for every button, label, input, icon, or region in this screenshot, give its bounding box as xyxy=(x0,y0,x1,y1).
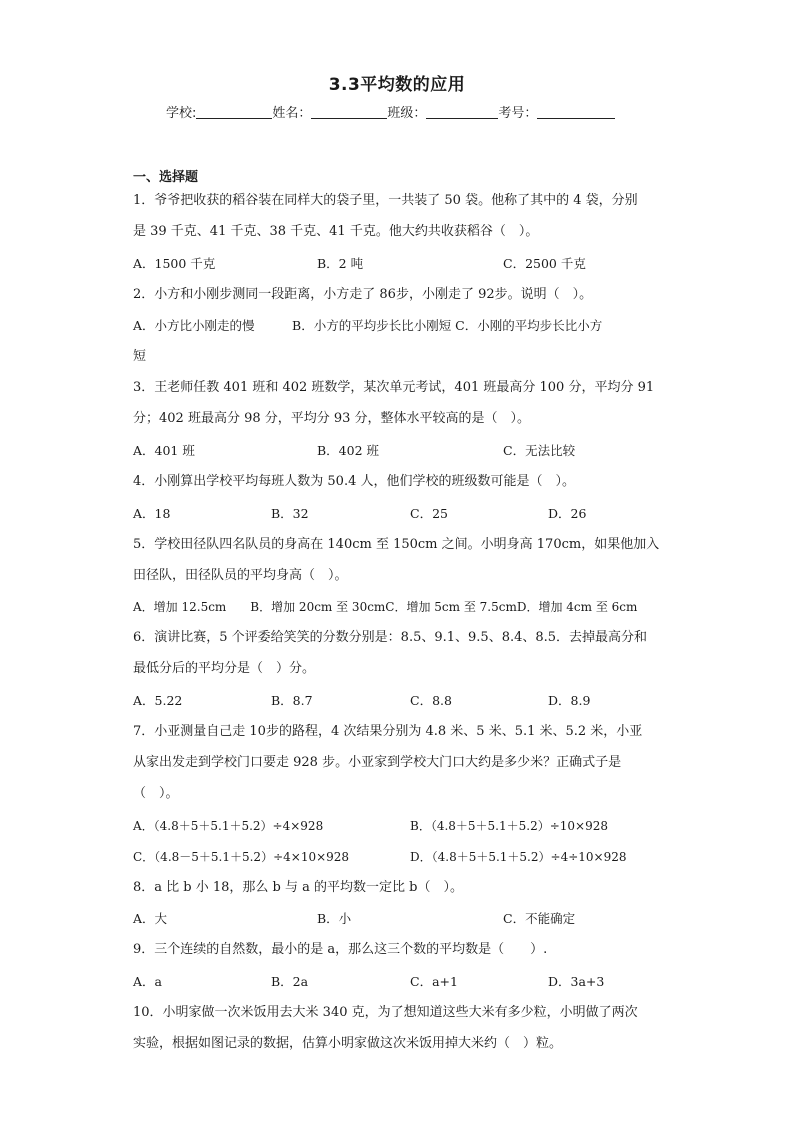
question-3-line-1: 3．王老师任教 401 班和 402 班数学，某次单元考试，401 班最高分 100 分，平均分 91 xyxy=(133,380,655,395)
question-1-option-a[interactable]: A．1500 千克 xyxy=(133,256,216,271)
question-4-option-d[interactable]: D．26 xyxy=(548,506,587,521)
question-8-option-b[interactable]: B．小 xyxy=(317,911,352,926)
question-9-option-b[interactable]: B．2a xyxy=(271,974,309,989)
question-2-line-3: 短 xyxy=(133,349,147,364)
school-label: 学校: xyxy=(166,106,197,121)
question-5-options[interactable]: A．增加 12.5cm B．增加 20cm 至 30cmC．增加 5cm 至 7.5cmD．增加 4cm 至 6cm xyxy=(133,600,638,614)
question-4-option-a[interactable]: A．18 xyxy=(133,506,171,521)
class-label: 班级： xyxy=(387,106,427,121)
section-heading: 一、选择题 xyxy=(133,170,199,185)
question-7-option-a[interactable]: A．（4.8＋5＋5.1＋5.2）÷4×928 xyxy=(133,819,324,833)
question-8-option-c[interactable]: C．不能确定 xyxy=(503,911,576,926)
question-6-option-c[interactable]: C．8.8 xyxy=(410,693,452,708)
question-9-option-a[interactable]: A．a xyxy=(133,974,162,989)
name-label: 姓名： xyxy=(272,106,312,121)
question-7-line-3: （ ）。 xyxy=(133,786,179,801)
question-1-line-1: 1．爷爷把收获的稻谷装在同样大的袋子里，一共装了 50 袋。他称了其中的 4 袋，分别 xyxy=(133,193,638,208)
question-7-line-2: 从家出发走到学校门口要走 928 步。小亚家到学校大门口大约是多少米？正确式子是 xyxy=(133,755,622,770)
exam-number-blank[interactable] xyxy=(537,105,615,119)
class-blank[interactable] xyxy=(426,105,498,119)
student-info-line xyxy=(166,102,615,121)
question-4-option-c[interactable]: C．25 xyxy=(410,506,448,521)
name-blank[interactable] xyxy=(311,105,387,119)
question-1-option-b[interactable]: B．2 吨 xyxy=(317,256,364,271)
question-3-option-b[interactable]: B．402 班 xyxy=(317,443,380,458)
question-8-option-a[interactable]: A．大 xyxy=(133,911,168,926)
question-7-option-d[interactable]: D．（4.8＋5＋5.1＋5.2）÷4÷10×928 xyxy=(410,850,627,864)
question-8-line-1: 8．a 比 b 小 18，那么 b 与 a 的平均数一定比 b（ ）。 xyxy=(133,880,463,895)
question-6-option-a[interactable]: A．5.22 xyxy=(133,693,183,708)
question-7-option-b[interactable]: B．（4.8＋5＋5.1＋5.2）÷10×928 xyxy=(410,819,608,833)
question-1-line-2: 是 39 千克、41 千克、38 千克、41 千克。他大约共收获稻谷（ ）。 xyxy=(133,224,539,239)
question-1-option-c[interactable]: C．2500 千克 xyxy=(503,256,586,271)
page-title: 3.3平均数的应用 xyxy=(328,75,466,95)
question-6-option-b[interactable]: B．8.7 xyxy=(271,693,313,708)
question-3-option-a[interactable]: A．401 班 xyxy=(133,443,195,458)
school-blank[interactable] xyxy=(196,105,272,119)
question-10-line-1: 10．小明家做一次米饭用去大米 340 克，为了想知道这些大米有多少粒，小明做了两次 xyxy=(133,1005,638,1020)
question-6-option-d[interactable]: D．8.9 xyxy=(548,693,591,708)
question-3-line-2: 分；402 班最高分 98 分，平均分 93 分，整体水平较高的是（ ）。 xyxy=(133,411,531,426)
question-9-option-c[interactable]: C．a+1 xyxy=(410,974,458,989)
question-10-line-2: 实验，根据如图记录的数据，估算小明家做这次米饭用掉大米约（ ）粒。 xyxy=(133,1036,563,1051)
exam-number-label: 考号： xyxy=(498,106,538,121)
question-6-line-1: 6．演讲比赛，5 个评委给笑笑的分数分别是：8.5、9.1、9.5、8.4、8.5．去掉最高分和 xyxy=(133,630,648,645)
question-9-option-d[interactable]: D．3a+3 xyxy=(548,974,605,989)
question-7-option-c[interactable]: C．（4.8－5＋5.1＋5.2）÷4×10×928 xyxy=(133,850,350,864)
question-3-option-c[interactable]: C．无法比较 xyxy=(503,443,576,458)
question-2-line-1: 2．小方和小刚步测同一段距离，小方走了 86步，小刚走了 92步。说明（ ）。 xyxy=(133,287,593,302)
question-7-line-1: 7．小亚测量自己走 10步的路程，4 次结果分别为 4.8 米、5 米、5.1 米、5.2 米，小亚 xyxy=(133,724,643,739)
question-5-line-1: 5．学校田径队四名队员的身高在 140cm 至 150cm 之间。小明身高 170cm，如果他加入 xyxy=(133,537,660,552)
question-9-line-1: 9．三个连续的自然数，最小的是 a，那么这三个数的平均数是（ ）. xyxy=(133,942,548,957)
question-4-option-b[interactable]: B．32 xyxy=(271,506,309,521)
question-2-options[interactable]: A．小方比小刚走的慢 B．小方的平均步长比小刚短 C．小刚的平均步长比小方 xyxy=(133,318,603,333)
question-4-line-1: 4．小刚算出学校平均每班人数为 50.4 人，他们学校的班级数可能是（ ）。 xyxy=(133,474,575,489)
question-5-line-2: 田径队，田径队员的平均身高（ ）。 xyxy=(133,568,348,583)
question-6-line-2: 最低分后的平均分是（ ）分。 xyxy=(133,661,316,676)
